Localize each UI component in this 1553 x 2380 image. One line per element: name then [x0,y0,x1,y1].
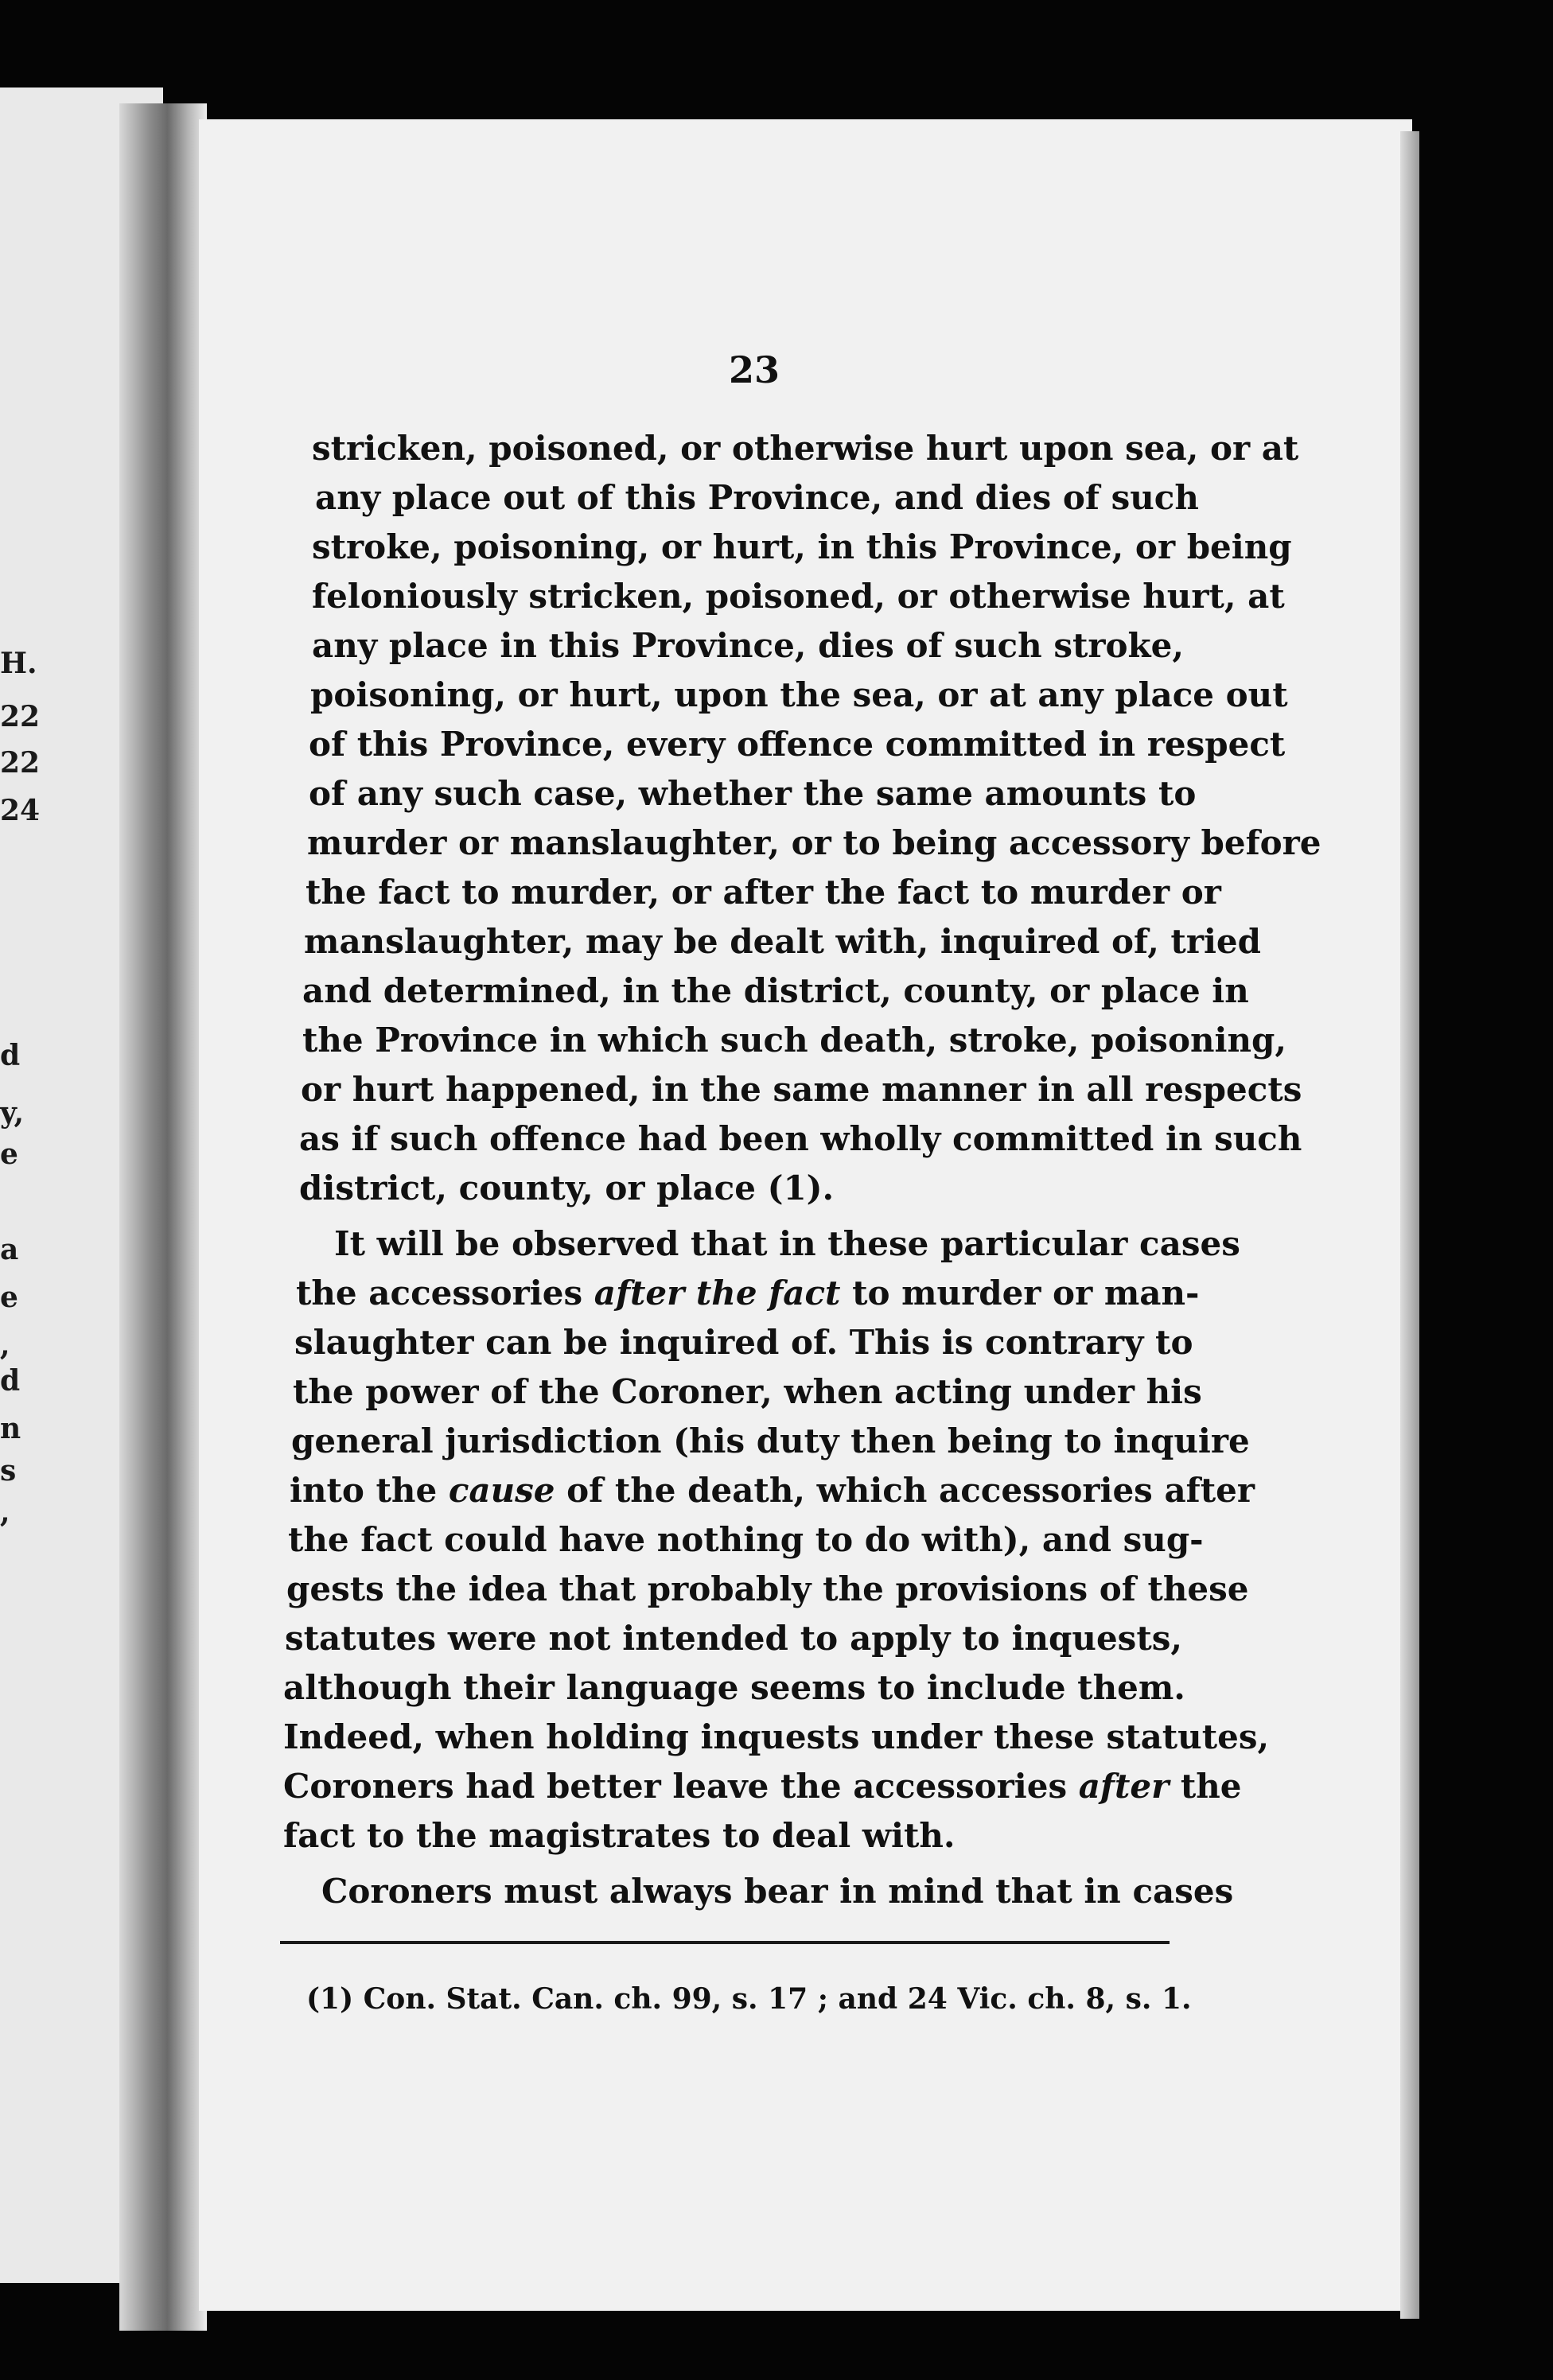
text-line: stricken, poisoned, or otherwise hurt upon sea, or at [312,429,1299,468]
italic-text: after the fact [594,1274,841,1312]
left-page-fragment: y, [0,1096,25,1130]
text-line: any place out of this Province, and dies of such [315,478,1199,517]
text-line: or hurt happened, in the same manner in all respects [301,1070,1302,1109]
text-line [296,1274,1200,1312]
left-page-fragment: , [0,1495,10,1529]
footnote: (1) Con. Stat. Can. ch. 99, s. 17 ; and 24 Vic. ch. 8, s. 1. [306,1982,1192,2016]
italic-text: cause [448,1471,555,1510]
left-page-fragment: 24 [0,794,41,827]
text-line: of any such case, whether the same amounts to [309,774,1197,813]
text-line: poisoning, or hurt, upon the sea, or at any place out [310,675,1288,714]
italic-text: after [1078,1767,1170,1806]
left-page-fragment: , [0,1328,10,1362]
text-run: of the death, which accessories after [555,1471,1255,1510]
text-line: feloniously stricken, poisoned, or otherwise hurt, at [312,577,1285,616]
left-page-fragment: e [0,1138,18,1171]
text-run: Coroners had better leave the accessories [283,1767,1079,1806]
page-number: 23 [728,348,780,391]
text-line: district, county, or place (1). [299,1169,835,1208]
text-line [283,1767,1242,1806]
left-page-fragment: n [0,1412,21,1445]
page-edge [1400,131,1419,2319]
left-page-fragment: e [0,1281,18,1314]
left-page-fragment: 22 [0,746,41,780]
text-line: fact to the magistrates to deal with. [283,1816,956,1855]
text-line: manslaughter, may be dealt with, inquired of, tried [304,922,1262,961]
text-run: the [1169,1767,1242,1806]
text-line: any place in this Province, dies of such stroke, [312,626,1184,665]
text-line: as if such offence had been wholly committed in such [299,1119,1302,1158]
text-line: of this Province, every offence committed in respect [309,725,1286,764]
text-line: although their language seems to include them. [283,1668,1185,1707]
book-gutter [119,103,207,2331]
left-page-fragment: H. [0,647,37,680]
text-line [290,1471,1255,1510]
text-line: slaughter can be inquired of. This is contrary to [294,1323,1193,1362]
left-page-fragment: d [0,1039,21,1072]
text-line: gests the idea that probably the provisions of these [286,1569,1249,1608]
left-page-fragment: s [0,1454,17,1488]
text-line: the fact to murder, or after the fact to murder or [306,873,1221,912]
left-page-fragment: a [0,1233,19,1266]
text-line: statutes were not intended to apply to inquests, [285,1619,1182,1658]
text-line: the Province in which such death, stroke, poisoning, [302,1021,1286,1060]
left-page-fragment: d [0,1364,21,1398]
text-line: general jurisdiction (his duty then being to inquire [291,1421,1250,1460]
text-line: It will be observed that in these particular cases [334,1224,1240,1263]
text-line: murder or manslaughter, or to being accessory before [307,823,1321,862]
text-line: and determined, in the district, county, or place in [302,971,1249,1010]
text-run: the accessories [296,1274,594,1312]
left-page-fragment: 22 [0,700,41,733]
text-line: the power of the Coroner, when acting under his [293,1372,1202,1411]
text-line: Indeed, when holding inquests under these statutes, [283,1717,1270,1756]
footnote-rule [280,1941,1170,1944]
text-run: to murder or man- [840,1274,1200,1312]
text-line: stroke, poisoning, or hurt, in this Province, or being [312,527,1292,566]
text-line: the fact could have nothing to do with), and sug- [288,1520,1204,1559]
text-line: Coroners must always bear in mind that in cases [321,1872,1234,1911]
text-run: into the [290,1471,449,1510]
